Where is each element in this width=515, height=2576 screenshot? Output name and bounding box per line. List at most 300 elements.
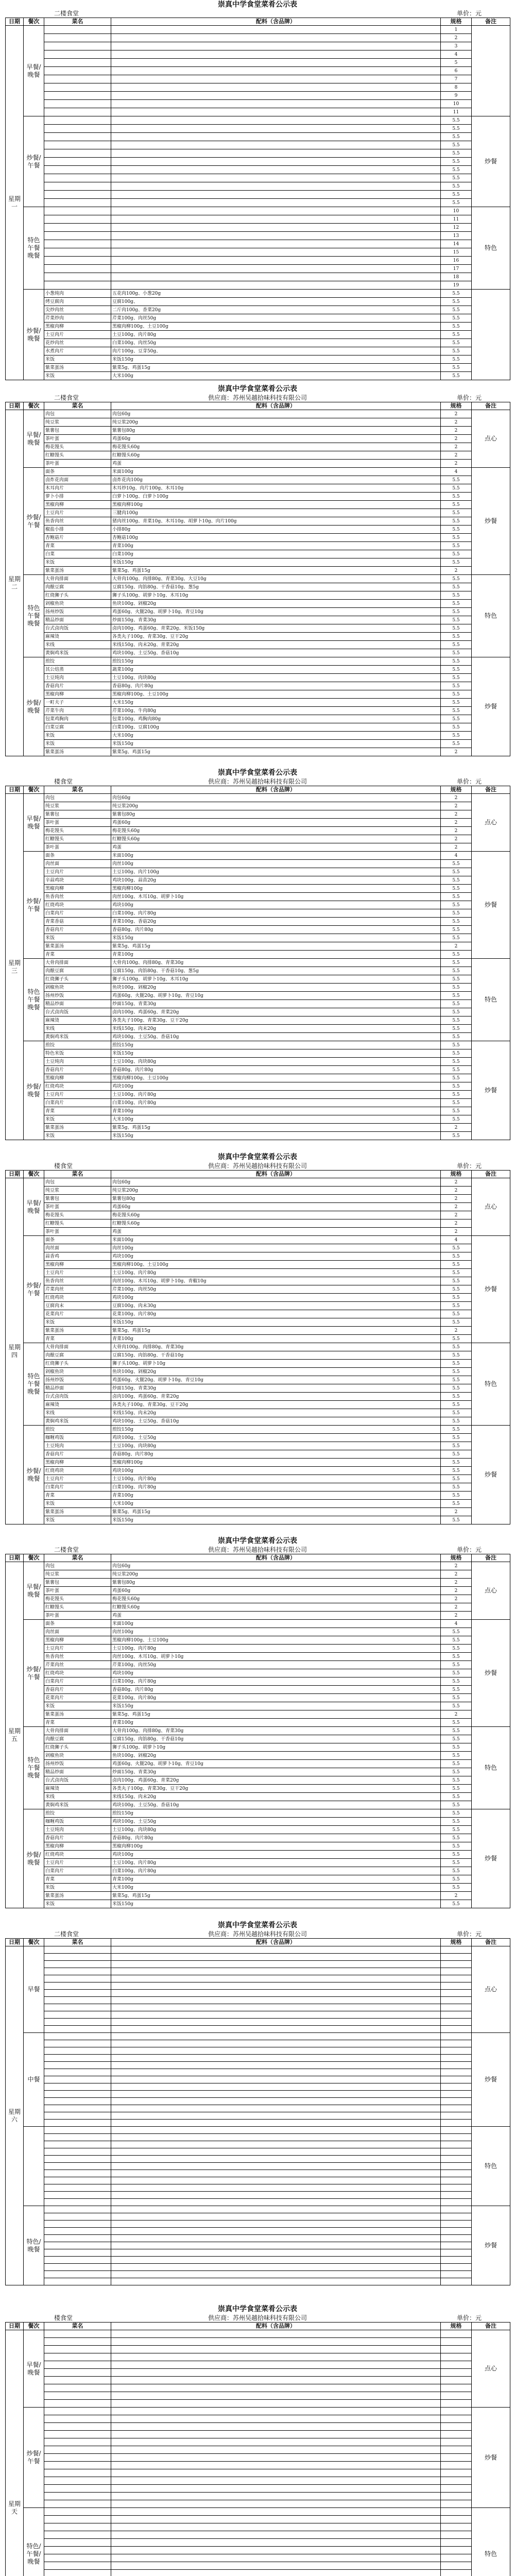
- column-header: 规格: [441, 1939, 472, 1946]
- dish-spec: 5.5: [441, 649, 472, 657]
- table-row: [6, 1335, 510, 1343]
- dish-spec: [441, 2454, 472, 2462]
- dish-spec: 5.5: [441, 1294, 472, 1302]
- table-row: [6, 1982, 510, 1990]
- dish-spec: 19: [441, 281, 472, 290]
- column-header: 配料（含品牌）: [111, 1171, 441, 1178]
- column-header: 餐次: [24, 1939, 44, 1946]
- table-row: [6, 1612, 510, 1620]
- table-row: [6, 2271, 510, 2278]
- remark-cell: 炒餐: [472, 852, 510, 959]
- table-row: [6, 2547, 510, 2554]
- table-row: [6, 1016, 510, 1025]
- ingredients: 煎饺150g: [111, 1809, 441, 1818]
- table-row: [6, 2500, 510, 2508]
- dish-spec: [441, 2105, 472, 2112]
- dish-spec: 5.5: [441, 666, 472, 674]
- ingredients: 鱼块100g、剁椒20g: [111, 1752, 441, 1760]
- dish-spec: [441, 2047, 472, 2055]
- ingredients: 土豆100g、肉片80g: [111, 1091, 441, 1099]
- table-row: [6, 2213, 510, 2221]
- table-row: [6, 1368, 510, 1376]
- table-row: [6, 2438, 510, 2446]
- table-row: [6, 427, 510, 435]
- dish-name: 肉酿豆腐: [44, 1735, 111, 1743]
- ingredients: [111, 2408, 441, 2415]
- dish-name: [44, 2105, 111, 2112]
- column-header: 配料（含品牌）: [111, 1554, 441, 1562]
- dish-spec: 5.5: [441, 141, 472, 149]
- dish-spec: 5.5: [441, 1417, 472, 1426]
- dish-name: 纯豆浆: [44, 1187, 111, 1195]
- dish-spec: 17: [441, 265, 472, 273]
- ingredients: [111, 59, 441, 67]
- ingredients: [111, 2156, 441, 2163]
- dish-name: [44, 2547, 111, 2554]
- dish-spec: [441, 2353, 472, 2361]
- table-row: [6, 1302, 510, 1310]
- dish-name: 青菜: [44, 1492, 111, 1500]
- ingredients: 肉包60g: [111, 794, 441, 802]
- table-row: [6, 1801, 510, 1809]
- ingredients: 各类丸子100g、青菜30g、豆干20g: [111, 633, 441, 641]
- table-row: [6, 501, 510, 509]
- dish-spec: [441, 2163, 472, 2170]
- dish-name: [44, 1968, 111, 1975]
- table-row: [6, 909, 510, 918]
- dish-name: [44, 2271, 111, 2278]
- ingredients: 各类丸子100g、青菜30g、豆干20g: [111, 1016, 441, 1025]
- meal-cell: 特色午餐晚餐: [24, 575, 44, 657]
- dish-spec: 2: [441, 819, 472, 827]
- table-row: [6, 1082, 510, 1091]
- ingredients: 香菇80g、肉片80g: [111, 1834, 441, 1842]
- dish-spec: 15: [441, 248, 472, 257]
- supplier-label: 供应商：苏州吴越拾味科技有限公司: [208, 2314, 307, 2321]
- ingredients: 鱼块100g、剁椒20g: [111, 600, 441, 608]
- table-row: [6, 1049, 510, 1058]
- dish-spec: [441, 2004, 472, 2011]
- dish-spec: 5.5: [441, 534, 472, 542]
- table-row: [6, 2384, 510, 2392]
- dish-name: [44, 2019, 111, 2026]
- menu-page: [0, 1536, 515, 1908]
- table-row: [6, 2076, 510, 2083]
- dish-spec: 2: [441, 1219, 472, 1228]
- dish-name: [44, 26, 111, 34]
- dish-name: [44, 2148, 111, 2156]
- ingredients: [111, 2431, 441, 2438]
- table-row: [6, 418, 510, 427]
- column-header: 餐次: [24, 402, 44, 410]
- ingredients: 卤肉100g、鸡蛋60g、青菜20g: [111, 1393, 441, 1401]
- ingredients: [111, 281, 441, 290]
- ingredients: 土豆100g、肉片80g: [111, 1269, 441, 1277]
- dish-name: [44, 2141, 111, 2148]
- ingredients: [111, 2508, 441, 2516]
- ingredients: 米面100g: [111, 1620, 441, 1628]
- dish-name: [44, 2170, 111, 2177]
- dish-name: [44, 2098, 111, 2105]
- table-row: [6, 2531, 510, 2539]
- dish-name: 红烧鸡块: [44, 1669, 111, 1677]
- ingredients: 各类丸子100g、青菜30g、豆干20g: [111, 1401, 441, 1409]
- ingredients: [111, 2011, 441, 2019]
- dish-spec: 5.5: [441, 1099, 472, 1107]
- table-row: [6, 2353, 510, 2361]
- dish-spec: 5.5: [441, 1049, 472, 1058]
- dish-spec: 2: [441, 451, 472, 460]
- table-row: [6, 2091, 510, 2098]
- ingredients: 鸡蛋60g: [111, 1203, 441, 1211]
- dish-name: 红烧鸡块: [44, 1851, 111, 1859]
- dish-name: 紫菜蛋汤: [44, 1124, 111, 1132]
- column-header: 规格: [441, 1554, 472, 1562]
- table-row: [6, 591, 510, 600]
- table-row: [6, 893, 510, 901]
- ingredients: [111, 2242, 441, 2249]
- dish-spec: [441, 2069, 472, 2076]
- table-row: [6, 1743, 510, 1752]
- ingredients: 鸡块100g、土豆50g、香菇10g: [111, 1417, 441, 1426]
- dish-name: [44, 2213, 111, 2221]
- ingredients: 包菜100g、鸡胸肉80g: [111, 715, 441, 723]
- dish-name: 茶叶蛋: [44, 1612, 111, 1620]
- dish-spec: 5.5: [441, 1360, 472, 1368]
- table-row: [6, 2221, 510, 2228]
- table-row: [6, 690, 510, 699]
- table-row: [6, 835, 510, 843]
- dish-spec: 5.5: [441, 682, 472, 690]
- dish-name: [44, 92, 111, 100]
- dish-name: 肉丝面: [44, 860, 111, 868]
- table-row: [6, 2120, 510, 2127]
- dish-name: [44, 2257, 111, 2264]
- dish-spec: 5.5: [441, 1694, 472, 1702]
- dish-spec: 2: [441, 443, 472, 451]
- day-cell: 星期二: [6, 410, 24, 756]
- dish-spec: 5.5: [441, 174, 472, 182]
- table-row: [6, 314, 510, 323]
- table-row: [6, 1376, 510, 1384]
- dish-name: 花菜肉片: [44, 1310, 111, 1318]
- dish-spec: 5.5: [441, 166, 472, 174]
- dish-name: [44, 2554, 111, 2562]
- ingredients: [111, 42, 441, 50]
- ingredients: [111, 2228, 441, 2235]
- table-row: [6, 34, 510, 42]
- column-header: 备注: [472, 18, 510, 26]
- dish-spec: 5.5: [441, 591, 472, 600]
- dish-name: 红烧狮子头: [44, 975, 111, 984]
- dish-spec: 5.5: [441, 1686, 472, 1694]
- table-row: [6, 876, 510, 885]
- ingredients: 鸡蛋60g、火腿20g、胡萝卜10g、青豆10g: [111, 608, 441, 616]
- table-row: [6, 1842, 510, 1851]
- dish-name: 紫薯包: [44, 427, 111, 435]
- dish-name: [44, 2570, 111, 2576]
- dish-spec: 5.5: [441, 1669, 472, 1677]
- dish-spec: 5.5: [441, 1335, 472, 1343]
- dish-spec: [441, 2026, 472, 2033]
- dish-spec: [441, 2500, 472, 2508]
- ingredients: [111, 2531, 441, 2539]
- table-row: [6, 992, 510, 1000]
- ingredients: [111, 2554, 441, 2562]
- table-row: [6, 1961, 510, 1968]
- dish-spec: [441, 2384, 472, 2392]
- menu-page: [0, 768, 515, 1140]
- ingredients: 米饭150g: [111, 1049, 441, 1058]
- ingredients: 米饭150g: [111, 1318, 441, 1327]
- column-header: 日期: [6, 1554, 24, 1562]
- dish-name: [44, 2361, 111, 2369]
- dish-name: [44, 2199, 111, 2206]
- table-row: [6, 2127, 510, 2134]
- table-row: [6, 1066, 510, 1074]
- dish-name: [44, 2120, 111, 2127]
- dish-name: 精品炒面: [44, 1768, 111, 1776]
- dish-name: 大骨肉排面: [44, 1343, 111, 1351]
- dish-name: 米饭: [44, 1500, 111, 1508]
- remark-cell: [472, 290, 510, 380]
- dish-name: [44, 265, 111, 273]
- dish-spec: 2: [441, 748, 472, 756]
- dish-spec: 5.5: [441, 550, 472, 558]
- ingredients: [111, 2112, 441, 2120]
- dish-spec: [441, 2539, 472, 2547]
- dish-name: [44, 166, 111, 174]
- dish-spec: 5.5: [441, 191, 472, 199]
- dish-spec: 5.5: [441, 885, 472, 893]
- table-row: [6, 1115, 510, 1124]
- dish-spec: [441, 2330, 472, 2338]
- dish-spec: 5.5: [441, 199, 472, 207]
- table-row: [6, 2192, 510, 2199]
- ingredients: 大骨肉100g、肉排80g、青菜30g: [111, 1343, 441, 1351]
- dish-spec: 5.5: [441, 918, 472, 926]
- dish-spec: 5.5: [441, 1851, 472, 1859]
- table-row: [6, 1277, 510, 1285]
- dish-spec: 11: [441, 108, 472, 116]
- ingredients: [111, 2091, 441, 2098]
- dish-spec: 5.5: [441, 1702, 472, 1710]
- dish-name: 黑椒肉柳: [44, 1074, 111, 1082]
- page-header: [5, 777, 510, 786]
- table-row: [6, 215, 510, 224]
- table-row: [6, 1409, 510, 1417]
- table-row: [6, 1975, 510, 1982]
- ingredients: 鸡蛋: [111, 1228, 441, 1236]
- dish-name: 土豆肉片: [44, 1269, 111, 1277]
- canteen-label: 二楼食堂: [54, 10, 79, 17]
- dish-spec: 5.5: [441, 1884, 472, 1892]
- table-row: [6, 2249, 510, 2257]
- dish-name: 尖炒肉丝: [44, 306, 111, 314]
- dish-spec: [441, 2170, 472, 2177]
- dish-spec: 5.5: [441, 542, 472, 550]
- dish-spec: [441, 2199, 472, 2206]
- table-row: [6, 583, 510, 591]
- ingredients: 梅花馒头60g: [111, 1211, 441, 1219]
- dish-spec: 5.5: [441, 575, 472, 583]
- ingredients: 米面100g: [111, 1236, 441, 1244]
- table-row: [6, 372, 510, 380]
- remark-cell: 炒餐: [472, 468, 510, 575]
- table-header-row: [6, 402, 510, 410]
- canteen-label: 楼食堂: [54, 2314, 73, 2321]
- table-row: [6, 2083, 510, 2091]
- dish-name: 紫菜蛋汤: [44, 1710, 111, 1719]
- table-row: [6, 959, 510, 967]
- ingredients: [111, 149, 441, 158]
- dish-spec: [441, 2338, 472, 2346]
- column-header: 日期: [6, 1939, 24, 1946]
- dish-spec: [441, 2242, 472, 2249]
- table-row: [6, 1884, 510, 1892]
- dish-name: 鱼香肉丝: [44, 517, 111, 526]
- dish-name: [44, 2242, 111, 2249]
- dish-spec: [441, 2554, 472, 2562]
- column-header: 菜名: [44, 1939, 111, 1946]
- ingredients: [111, 2562, 441, 2570]
- dish-spec: 5.5: [441, 1285, 472, 1294]
- menu-page: [0, 1921, 515, 2285]
- ingredients: 肉丝100g: [111, 860, 441, 868]
- table-row: [6, 748, 510, 756]
- remark-cell: 点心: [472, 410, 510, 468]
- price-unit-label: 单价：元: [456, 394, 482, 401]
- dish-name: [44, 191, 111, 199]
- table-row: [6, 273, 510, 281]
- table-row: [6, 2493, 510, 2500]
- dish-spec: [441, 2369, 472, 2377]
- dish-name: 红烧鸡块: [44, 1294, 111, 1302]
- dish-name: 香菇肉片: [44, 1686, 111, 1694]
- dish-spec: [441, 2019, 472, 2026]
- dish-name: [44, 2500, 111, 2508]
- page-header: [5, 1546, 510, 1554]
- table-row: [6, 26, 510, 34]
- dish-name: 茶叶蛋: [44, 1228, 111, 1236]
- dish-name: 红烧狮子头: [44, 591, 111, 600]
- table-row: [6, 934, 510, 942]
- ingredients: 芹菜100g、牛肉80g: [111, 707, 441, 715]
- table-row: [6, 2011, 510, 2019]
- dish-spec: 5.5: [441, 876, 472, 885]
- dish-spec: 5.5: [441, 339, 472, 347]
- meal-cell: 炒餐/午餐: [24, 116, 44, 207]
- table-row: [6, 2377, 510, 2384]
- dish-spec: 5.5: [441, 583, 472, 591]
- table-row: [6, 2141, 510, 2148]
- dish-name: 土豆肉片: [44, 1091, 111, 1099]
- dish-name: 紫薯包: [44, 1579, 111, 1587]
- dish-spec: 5.5: [441, 1500, 472, 1508]
- dish-name: 芹菜牛肉: [44, 707, 111, 715]
- dish-name: 茶叶蛋: [44, 819, 111, 827]
- dish-spec: [441, 2400, 472, 2408]
- dish-spec: 5.5: [441, 926, 472, 934]
- dish-name: 椒盐小排: [44, 526, 111, 534]
- dish-name: [44, 34, 111, 42]
- ingredients: 土豆100g、肉片80g: [111, 1475, 441, 1483]
- ingredients: [111, 2454, 441, 2462]
- table-row: [6, 240, 510, 248]
- table-row: [6, 2554, 510, 2562]
- ingredients: [111, 26, 441, 34]
- dish-spec: 5.5: [441, 1401, 472, 1409]
- dish-spec: 5.5: [441, 517, 472, 526]
- column-header: 菜名: [44, 18, 111, 26]
- meal-cell: 早餐/晚餐: [24, 410, 44, 468]
- table-header-row: [6, 1554, 510, 1562]
- dish-name: 黄焖鸡米饭: [44, 1417, 111, 1426]
- dish-name: 肉包: [44, 794, 111, 802]
- table-row: [6, 1793, 510, 1801]
- table-row: [6, 141, 510, 149]
- table-row: [6, 542, 510, 550]
- dish-spec: 11: [441, 215, 472, 224]
- table-row: [6, 1620, 510, 1628]
- table-row: [6, 2062, 510, 2069]
- table-row: [6, 1500, 510, 1508]
- ingredients: 土豆100g、肉片80g: [111, 1645, 441, 1653]
- dish-spec: [441, 2112, 472, 2120]
- dish-name: 煎饺: [44, 657, 111, 666]
- dish-name: 纯豆浆: [44, 1570, 111, 1579]
- dish-spec: [441, 1961, 472, 1968]
- page-title: 崇真中学食堂菜肴公示表: [218, 385, 297, 393]
- dish-name: [44, 174, 111, 182]
- dish-name: 芹菜肉丝: [44, 1285, 111, 1294]
- dish-name: 台式卤肉饭: [44, 1393, 111, 1401]
- dish-name: 肉包: [44, 1562, 111, 1570]
- ingredients: [111, 199, 441, 207]
- dish-spec: 5.5: [441, 1409, 472, 1417]
- dish-name: [44, 257, 111, 265]
- column-header: 备注: [472, 402, 510, 410]
- dish-spec: 5.5: [441, 125, 472, 133]
- dish-name: 白菜肉片: [44, 1867, 111, 1875]
- page-title: 崇真中学食堂菜肴公示表: [218, 2305, 297, 2313]
- table-row: [6, 1228, 510, 1236]
- dish-name: 米饭: [44, 558, 111, 567]
- ingredients: [111, 240, 441, 248]
- dish-name: 纯豆浆: [44, 802, 111, 810]
- dish-name: 芹菜炒肉: [44, 314, 111, 323]
- dish-name: 米饭: [44, 1132, 111, 1140]
- dish-spec: 2: [441, 410, 472, 418]
- ingredients: 卤肉100g、鸡蛋60g、青菜20g、米饭150g: [111, 624, 441, 633]
- table-row: [6, 984, 510, 992]
- table-row: [6, 1867, 510, 1875]
- dish-spec: 2: [441, 1203, 472, 1211]
- dish-spec: 5.5: [441, 558, 472, 567]
- ingredients: 煎饺150g: [111, 1426, 441, 1434]
- table-row: [6, 265, 510, 273]
- table-row: [6, 1132, 510, 1140]
- dish-spec: 2: [441, 1327, 472, 1335]
- ingredients: [111, 2361, 441, 2369]
- remark-cell: 点心: [472, 1946, 510, 2033]
- dish-name: 紫菜蛋汤: [44, 942, 111, 951]
- dish-spec: [441, 2264, 472, 2271]
- dish-name: 紫菜蛋汤: [44, 748, 111, 756]
- column-header: 配料（含品牌）: [111, 18, 441, 26]
- table-row: [6, 2278, 510, 2285]
- table-row: [6, 1475, 510, 1483]
